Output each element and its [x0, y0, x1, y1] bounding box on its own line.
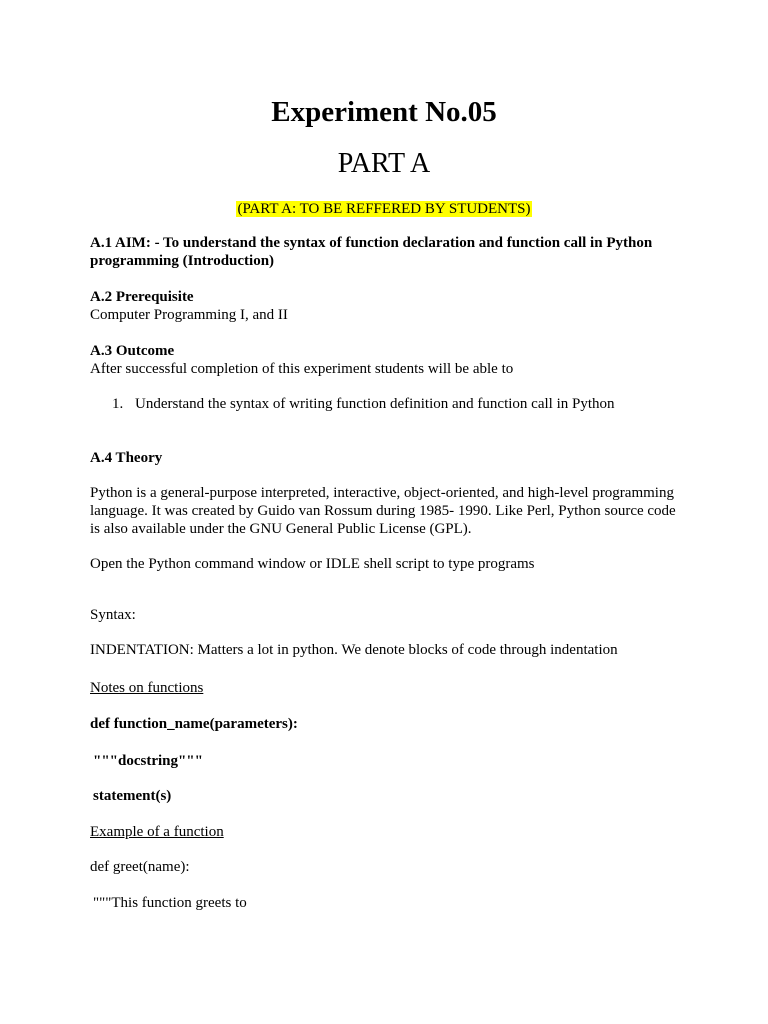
- example-def-line: def greet(name):: [90, 859, 190, 875]
- theory-line-3: is also available under the GNU General Public License (GPL).: [90, 521, 472, 537]
- syntax-def-line: def function_name(parameters):: [90, 716, 298, 732]
- theory-heading: A.4 Theory: [90, 450, 163, 466]
- outcome-text: After successful completion of this experiment students will be able to: [90, 361, 514, 377]
- theory-line-1: Python is a general-purpose interpreted, interactive, object-oriented, and high-level programming: [90, 485, 674, 501]
- theory-paragraph: [90, 484, 690, 538]
- prerequisite-heading: A.2 Prerequisite: [90, 289, 194, 305]
- outcome-section: [90, 342, 690, 378]
- highlighted-note: (PART A: TO BE REFFERED BY STUDENTS): [237, 201, 531, 217]
- outcome-heading: A.3 Outcome: [90, 343, 175, 359]
- notes-heading: [90, 679, 690, 697]
- prerequisite-section: [90, 288, 690, 324]
- example-heading-text: Example of a function: [90, 824, 224, 840]
- theory-line-2: language. It was created by Guido van Rossum during 1985- 1990. Like Perl, Python source code: [90, 503, 676, 519]
- prerequisite-text: Computer Programming I, and II: [90, 307, 288, 323]
- outcome-list-item: [112, 395, 692, 413]
- example-docstring-line: """This function greets to: [93, 895, 247, 911]
- indentation-note: INDENTATION: Matters a lot in python. We denote blocks of code through indentation: [90, 642, 618, 658]
- open-instructions: Open the Python command window or IDLE shell script to type programs: [90, 556, 535, 572]
- syntax-statement-line: statement(s): [93, 788, 172, 804]
- list-item-text: Understand the syntax of writing function definition and function call in Python: [135, 396, 615, 412]
- part-heading: PART A: [337, 148, 431, 179]
- aim-line-1: A.1 AIM: - To understand the syntax of function declaration and function call in Python: [90, 235, 653, 251]
- example-heading: [90, 823, 690, 841]
- syntax-docstring-line: """docstring""": [93, 753, 203, 769]
- list-item-number: 1.: [112, 396, 124, 412]
- highlight-note-container: [0, 199, 768, 219]
- document-title: Experiment No.05: [271, 96, 497, 128]
- aim-section: [90, 234, 690, 270]
- syntax-label: Syntax:: [90, 607, 136, 623]
- aim-line-2: programming (Introduction): [90, 253, 275, 269]
- notes-heading-text: Notes on functions: [90, 680, 204, 696]
